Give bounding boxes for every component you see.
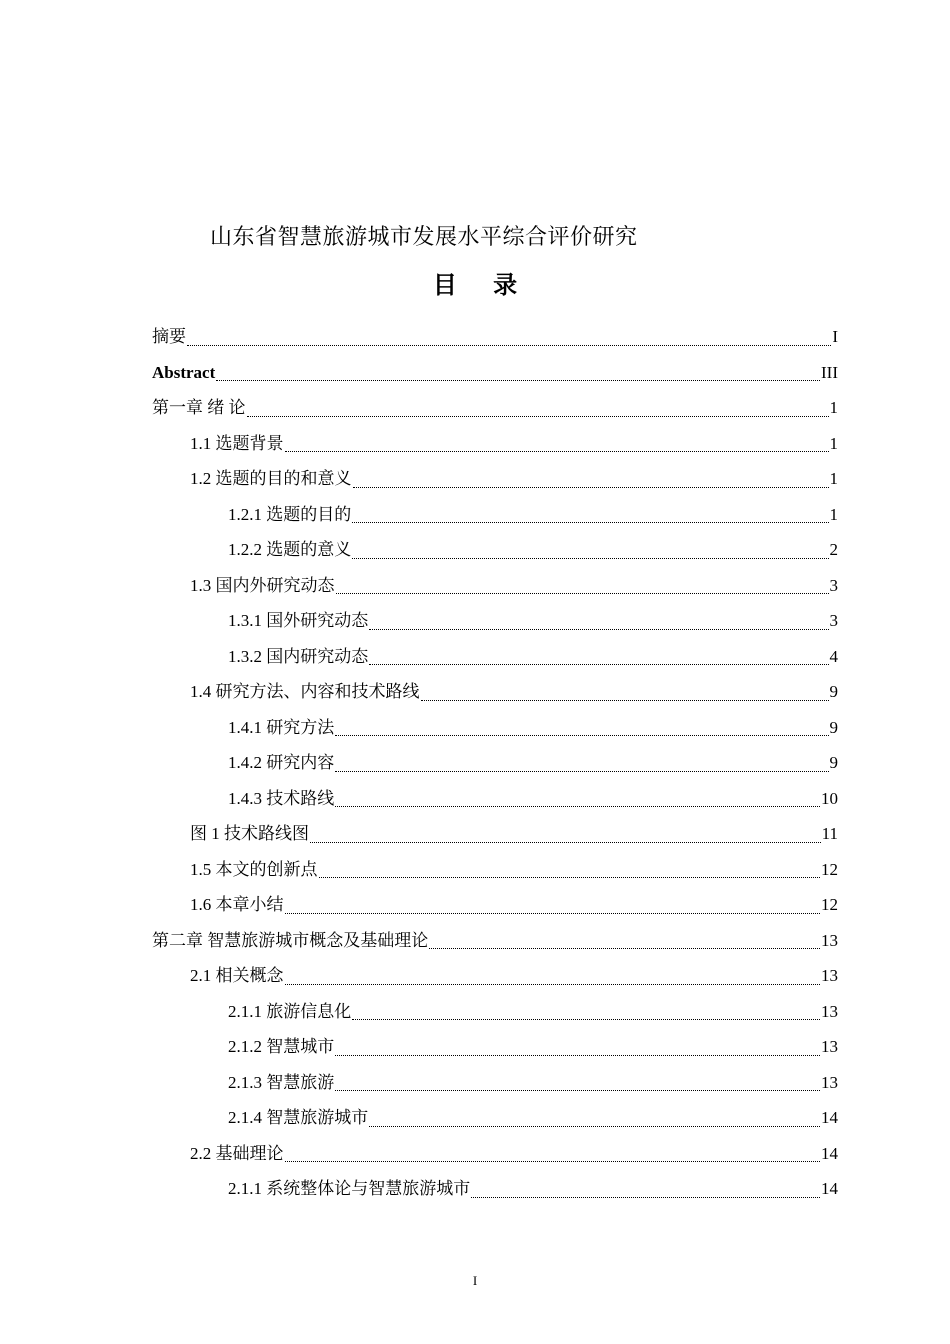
toc-entry-page: 13 <box>821 1072 838 1092</box>
toc-entry-page: 14 <box>821 1108 838 1127</box>
toc-entry-page: 1 <box>829 433 838 453</box>
toc-entry-label: 图 1 技术路线图 <box>190 824 309 843</box>
toc-dot-leader <box>335 759 828 772</box>
toc-entry-label: 1.3.1 国外研究动态 <box>228 611 369 630</box>
toc-entry-page: 12 <box>821 895 838 914</box>
toc-entry[interactable] <box>152 1065 838 1101</box>
toc-entry-label: 1.5 本文的创新点 <box>190 859 318 879</box>
toc-entry-label: 1.3 国内外研究动态 <box>190 575 335 595</box>
toc-entry-label: Abstract <box>152 362 216 382</box>
toc-entry-page: 3 <box>829 611 838 630</box>
toc-entry[interactable] <box>152 639 838 675</box>
toc-dot-leader <box>319 865 821 878</box>
toc-entry-label: 1.2.1 选题的目的 <box>228 504 352 524</box>
toc-entry[interactable] <box>152 319 838 355</box>
toc-dot-leader <box>285 439 829 452</box>
toc-entry-page: 13 <box>821 1001 838 1021</box>
toc-dot-leader <box>369 652 828 665</box>
toc-entry-page: 10 <box>821 788 838 808</box>
toc-dot-leader <box>216 368 820 381</box>
toc-dot-leader <box>352 510 828 523</box>
toc-entry[interactable] <box>152 887 838 923</box>
toc-entry-label: 1.2 选题的目的和意义 <box>190 469 352 488</box>
toc-entry-page: 3 <box>829 575 838 595</box>
toc-dot-leader <box>285 972 821 985</box>
toc-entry[interactable] <box>152 568 838 604</box>
toc-entry-page: 9 <box>829 682 838 701</box>
toc-entry-label: 2.1.1 系统整体论与智慧旅游城市 <box>228 1179 471 1198</box>
toc-entry[interactable] <box>152 1100 838 1136</box>
toc-entry[interactable] <box>152 958 838 994</box>
toc-entry[interactable] <box>152 1136 838 1172</box>
toc-entry-label: 2.1.2 智慧城市 <box>228 1037 335 1056</box>
toc-entry-page: 12 <box>821 859 838 879</box>
toc-entry[interactable] <box>152 994 838 1030</box>
toc-entry-page: III <box>821 362 838 382</box>
toc-entry[interactable] <box>152 710 838 746</box>
toc-dot-leader <box>187 333 831 346</box>
toc-dot-leader <box>335 794 820 807</box>
toc-entry-page: 2 <box>829 540 838 559</box>
toc-entry-page: 1 <box>829 469 838 488</box>
toc-dot-leader <box>336 581 829 594</box>
toc-entry-label: 1.1 选题背景 <box>190 433 284 453</box>
toc-entry-label: 1.4.1 研究方法 <box>228 717 335 737</box>
toc-dot-leader <box>247 404 829 417</box>
document-title: 山东省智慧旅游城市发展水平综合评价研究 <box>210 224 638 249</box>
toc-entry[interactable] <box>152 532 838 568</box>
toc-entry-label: 1.2.2 选题的意义 <box>228 540 352 559</box>
toc-entry[interactable] <box>152 674 838 710</box>
toc-entry-label: 2.2 基础理论 <box>190 1143 284 1163</box>
toc-entry[interactable] <box>152 816 838 852</box>
toc-dot-leader <box>369 617 828 630</box>
toc-dot-leader <box>353 475 829 488</box>
toc-entry[interactable] <box>152 603 838 639</box>
toc-entry-label: 1.4.3 技术路线 <box>228 788 335 808</box>
toc-entry[interactable] <box>152 355 838 391</box>
toc-entry-label: 1.6 本章小结 <box>190 895 284 914</box>
toc-entry-page: 14 <box>821 1143 838 1163</box>
toc-entry[interactable] <box>152 923 838 959</box>
toc-dot-leader <box>335 723 828 736</box>
toc-entry-label: 2.1.4 智慧旅游城市 <box>228 1108 369 1127</box>
toc-dot-leader <box>285 1149 821 1162</box>
toc-entry-label: 第一章 绪 论 <box>152 398 246 417</box>
toc-entry[interactable] <box>152 1171 838 1207</box>
toc-dot-leader <box>471 1185 820 1198</box>
toc-entry[interactable] <box>152 781 838 817</box>
toc-entry-page: 4 <box>829 646 838 666</box>
page-number: I <box>472 1273 478 1288</box>
toc-dot-leader <box>429 936 820 949</box>
toc-entry-label: 1.4.2 研究内容 <box>228 753 335 772</box>
toc-dot-leader <box>421 688 829 701</box>
toc-entry-page: 13 <box>821 930 838 950</box>
toc-entry-page: 11 <box>821 824 838 843</box>
toc-entry-page: 14 <box>821 1179 838 1198</box>
toc-entry-label: 1.3.2 国内研究动态 <box>228 646 369 666</box>
toc-dot-leader <box>352 546 828 559</box>
toc-entry-page: 9 <box>829 753 838 772</box>
toc-dot-leader <box>335 1043 820 1056</box>
toc-entry-label: 2.1 相关概念 <box>190 966 284 985</box>
toc-entry-page: 13 <box>821 1037 838 1056</box>
toc-entry-label: 2.1.1 旅游信息化 <box>228 1001 352 1021</box>
toc-entry-label: 2.1.3 智慧旅游 <box>228 1072 335 1092</box>
toc-dot-leader <box>352 1007 820 1020</box>
toc-entry[interactable] <box>152 1029 838 1065</box>
toc-entry-page: 9 <box>829 717 838 737</box>
toc-entry-page: I <box>832 327 838 346</box>
toc-entry-label: 1.4 研究方法、内容和技术路线 <box>190 682 420 701</box>
toc-entry-page: 1 <box>829 398 838 417</box>
toc-entry[interactable] <box>152 745 838 781</box>
toc-dot-leader <box>335 1078 820 1091</box>
toc-entry[interactable] <box>152 497 838 533</box>
toc-entry-page: 1 <box>829 504 838 524</box>
table-of-contents <box>152 319 838 1207</box>
toc-heading: 目 录 <box>432 271 532 299</box>
toc-dot-leader <box>285 901 821 914</box>
toc-entry[interactable] <box>152 461 838 497</box>
toc-entry-label: 摘要 <box>152 327 186 346</box>
toc-entry[interactable] <box>152 426 838 462</box>
toc-dot-leader <box>310 830 821 843</box>
toc-entry-label: 第二章 智慧旅游城市概念及基础理论 <box>152 930 429 950</box>
toc-entry[interactable] <box>152 390 838 426</box>
toc-entry[interactable] <box>152 852 838 888</box>
toc-dot-leader <box>369 1114 820 1127</box>
toc-entry-page: 13 <box>821 966 838 985</box>
